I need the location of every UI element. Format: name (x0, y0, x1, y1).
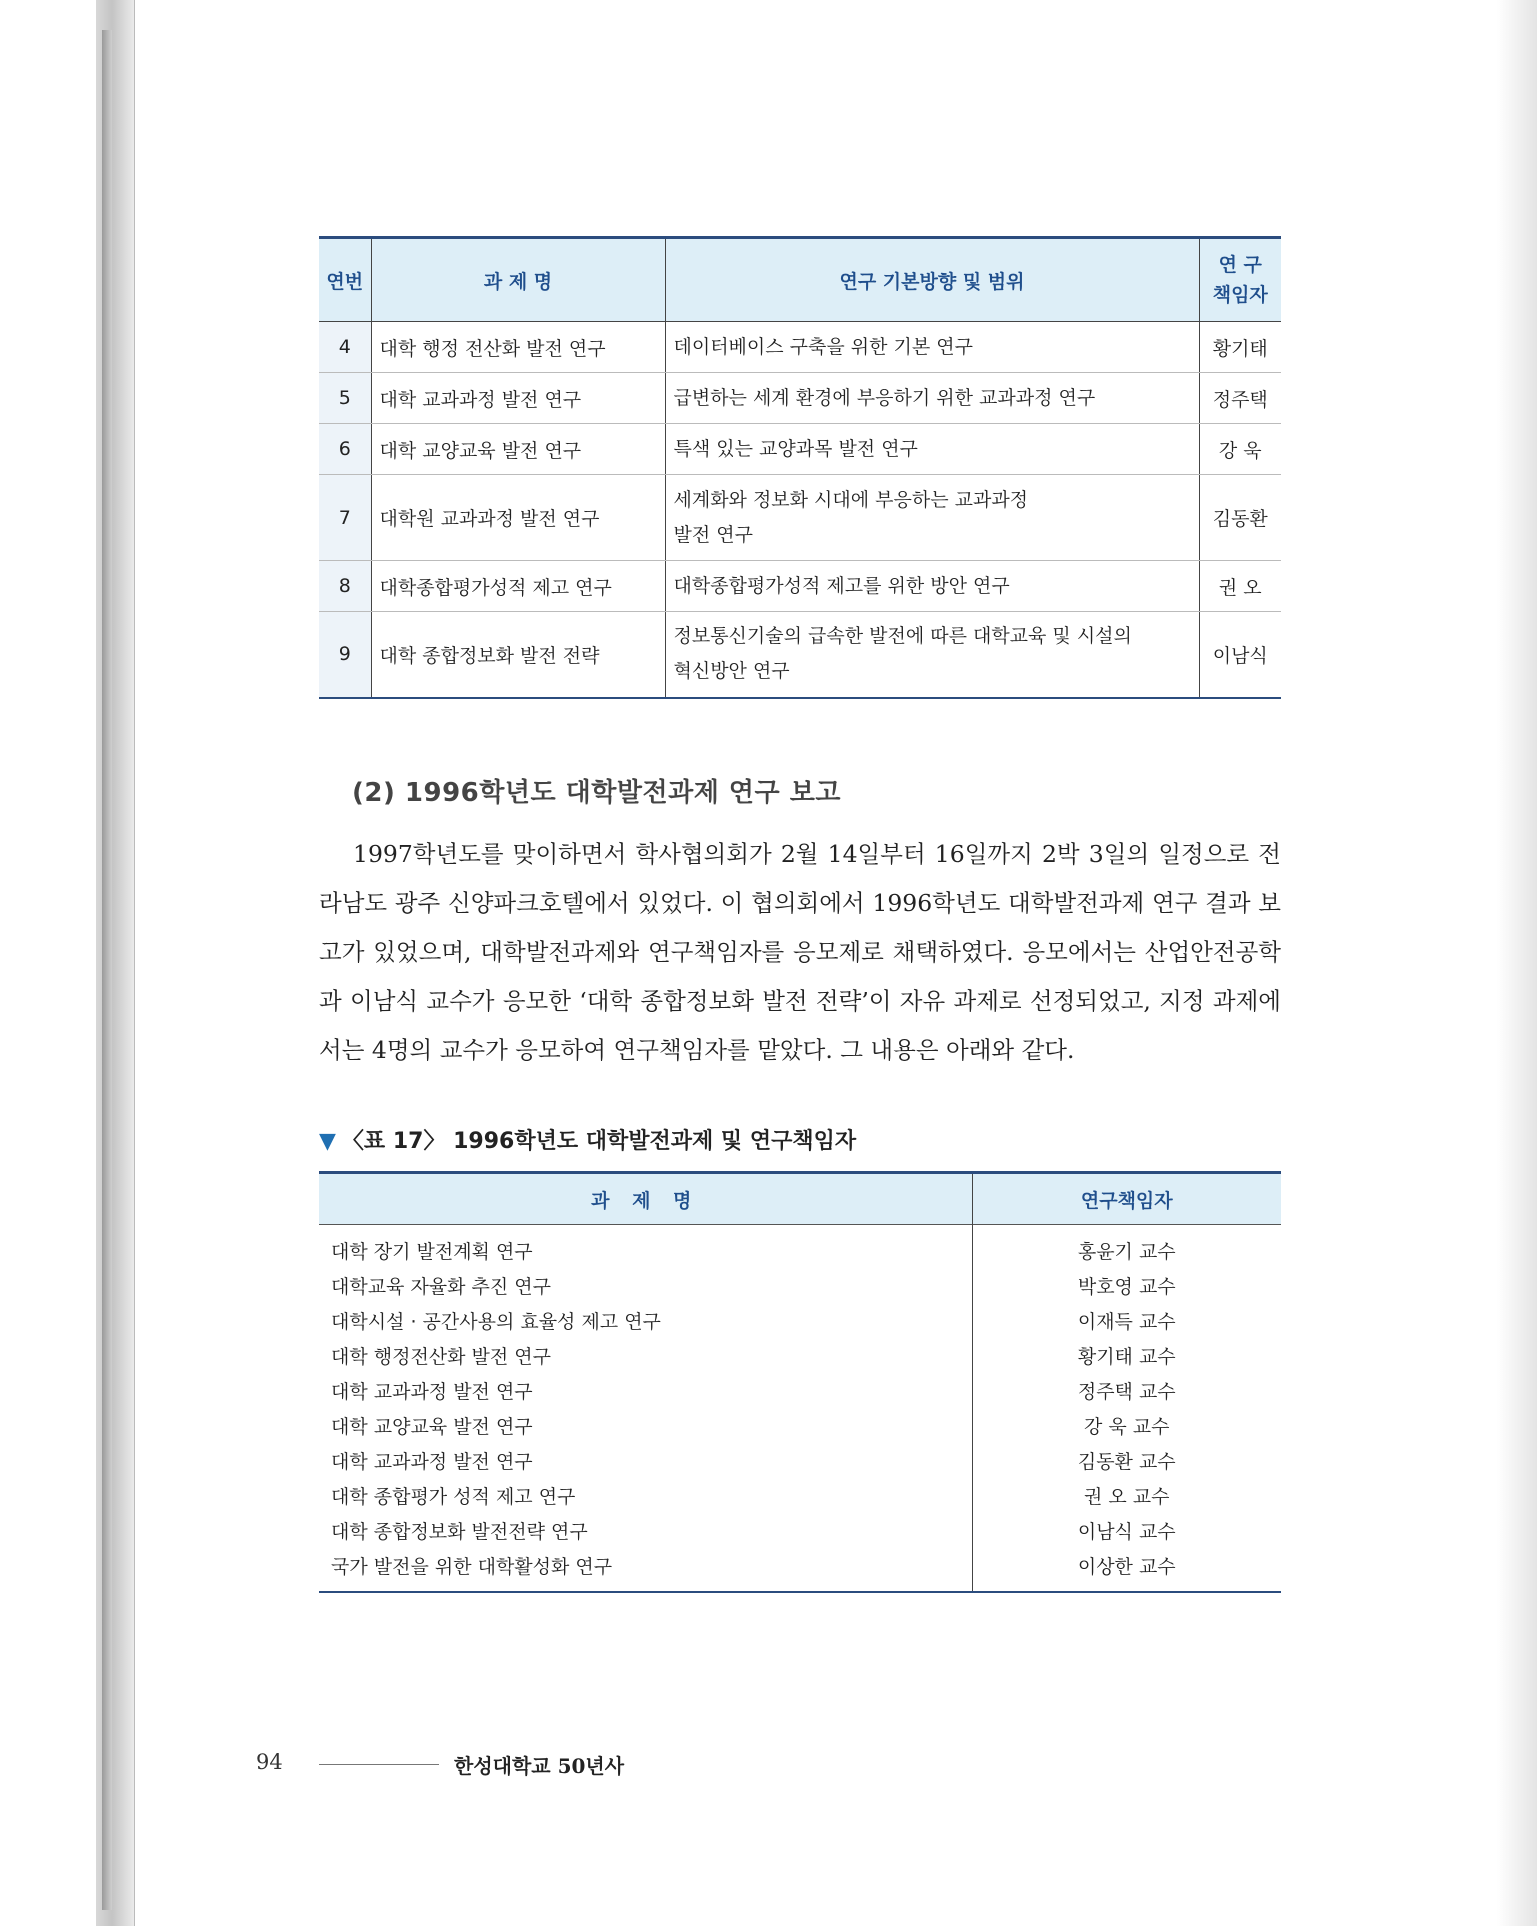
row-no: 9 (319, 612, 371, 698)
table-header-row (319, 238, 1281, 322)
row-lead: 권 오 교수 (1084, 1486, 1170, 1508)
row-title: 대학종합평가성적 제고 연구 (371, 561, 665, 612)
row-title: 대학 교양교육 발전 연구 (319, 1408, 972, 1443)
row-lead: 권 오 (1199, 561, 1281, 612)
row-lead: 홍윤기 교수 (1077, 1241, 1176, 1263)
row-lead: 강 욱 교수 (1084, 1416, 1170, 1438)
table-row (319, 1268, 1281, 1303)
row-lead: 정주택 교수 (1077, 1381, 1176, 1403)
table-row (319, 1443, 1281, 1478)
research-tasks-table (319, 236, 1281, 699)
table-caption-text: 〈표 17〉 1996학년도 대학발전과제 및 연구책임자 (341, 1129, 857, 1154)
table-row (319, 1225, 1281, 1269)
row-lead: 정주택 (1199, 373, 1281, 424)
table-row (319, 1548, 1281, 1592)
task-leaders-table (319, 1171, 1281, 1593)
table-row (319, 373, 1281, 424)
table-row (319, 1513, 1281, 1548)
row-title: 대학 행정 전산화 발전 연구 (371, 322, 665, 373)
row-lead: 이남식 교수 (1077, 1521, 1176, 1543)
row-no: 4 (319, 322, 371, 373)
table-row (319, 1408, 1281, 1443)
row-direction-line: 정보통신기술의 급속한 발전에 따른 대학교육 및 시설의 (673, 625, 1132, 648)
row-title: 대학 교양교육 발전 연구 (371, 424, 665, 475)
table-row (319, 612, 1281, 698)
row-lead: 황기태 (1199, 322, 1281, 373)
table-row (319, 1303, 1281, 1338)
page-right-shadow (1497, 0, 1537, 1926)
header-title: 과 제 명 (371, 238, 665, 322)
row-direction (665, 561, 1199, 612)
table-row (319, 475, 1281, 561)
row-title: 대학시설 · 공간사용의 효율성 제고 연구 (319, 1303, 972, 1338)
header-lead-line1: 연 구 (1218, 254, 1262, 276)
row-direction (665, 475, 1199, 561)
row-title: 대학 교과과정 발전 연구 (371, 373, 665, 424)
table-row (319, 424, 1281, 475)
row-title: 대학 종합평가 성적 제고 연구 (319, 1478, 972, 1513)
row-title: 대학 종합정보화 발전전략 연구 (319, 1513, 972, 1548)
footer-divider (319, 1764, 439, 1765)
header-lead: 연구책임자 (972, 1173, 1281, 1225)
row-no: 8 (319, 561, 371, 612)
body-paragraph: 1997학년도를 맞이하면서 학사협의회가 2월 14일부터 16일까지 2박 3일의 일정으로 전라남도 광주 신양파크호텔에서 있었다. 이 협의회에서 1996학년도 대학발전과제 연구 결과 보고가 있었으며, 대학발전과제와 연구책임자를 응모제로 채택하였다. 응모에서는 산업안전공학과 이남식 교수가 응모한 ‘대학 종합정보화 발전 전략’이 자유 과제로 선정되었고, 지정 과제에서는 4명의 교수가 응모하여 연구책임자를 맡았다. 그 내용은 아래와 같다. (319, 840, 1281, 1064)
row-title: 대학원 교과과정 발전 연구 (371, 475, 665, 561)
row-title: 국가 발전을 위한 대학활성화 연구 (319, 1548, 972, 1592)
row-direction-line: 데이터베이스 구축을 위한 기본 연구 (673, 335, 973, 358)
row-lead: 강 욱 (1199, 424, 1281, 475)
row-direction-line: 세계화와 정보화 시대에 부응하는 교과과정 (673, 488, 1029, 511)
row-direction-line: 대학종합평가성적 제고를 위한 방안 연구 (673, 574, 1010, 597)
row-direction-line: 혁신방안 연구 (673, 660, 790, 683)
header-direction: 연구 기본방향 및 범위 (665, 238, 1199, 322)
row-lead: 김동환 (1199, 475, 1281, 561)
table-row (319, 1338, 1281, 1373)
page-number: 94 (256, 1750, 283, 1774)
row-lead: 박호영 교수 (1077, 1276, 1176, 1298)
row-lead: 이재득 교수 (1077, 1311, 1176, 1333)
row-title: 대학 교과과정 발전 연구 (319, 1373, 972, 1408)
row-title: 대학교육 자율화 추진 연구 (319, 1268, 972, 1303)
section-heading: (2) 1996학년도 대학발전과제 연구 보고 (352, 778, 841, 808)
header-title: 과 제 명 (319, 1173, 972, 1225)
row-title: 대학 교과과정 발전 연구 (319, 1443, 972, 1478)
row-no: 5 (319, 373, 371, 424)
table-row (319, 1478, 1281, 1513)
table-caption (319, 1124, 856, 1155)
row-direction-line: 발전 연구 (673, 523, 753, 546)
table-row (319, 561, 1281, 612)
header-lead (1199, 238, 1281, 322)
row-direction-line: 특색 있는 교양과목 발전 연구 (673, 437, 918, 460)
row-lead: 이남식 (1199, 612, 1281, 698)
row-lead: 이상한 교수 (972, 1548, 1281, 1592)
triangle-down-icon: ▼ (319, 1129, 336, 1154)
row-title: 대학 행정전산화 발전 연구 (319, 1338, 972, 1373)
row-lead: 김동환 교수 (1077, 1451, 1176, 1473)
row-no: 7 (319, 475, 371, 561)
row-direction (665, 373, 1199, 424)
row-direction (665, 424, 1199, 475)
row-direction (665, 322, 1199, 373)
row-no: 6 (319, 424, 371, 475)
row-direction-line: 급변하는 세계 환경에 부응하기 위한 교과과정 연구 (673, 386, 1096, 409)
row-title: 대학 종합정보화 발전 전략 (371, 612, 665, 698)
book-page-edge (102, 30, 112, 1910)
table-header-row (319, 1173, 1281, 1225)
row-title: 대학 장기 발전계획 연구 (319, 1225, 972, 1269)
row-direction (665, 612, 1199, 698)
header-no: 연번 (319, 238, 371, 322)
row-lead: 황기태 교수 (1077, 1346, 1176, 1368)
table-row (319, 322, 1281, 373)
book-title: 한성대학교 50년사 (454, 1754, 625, 1778)
table-row (319, 1373, 1281, 1408)
header-lead-line2: 책임자 (1212, 284, 1268, 306)
